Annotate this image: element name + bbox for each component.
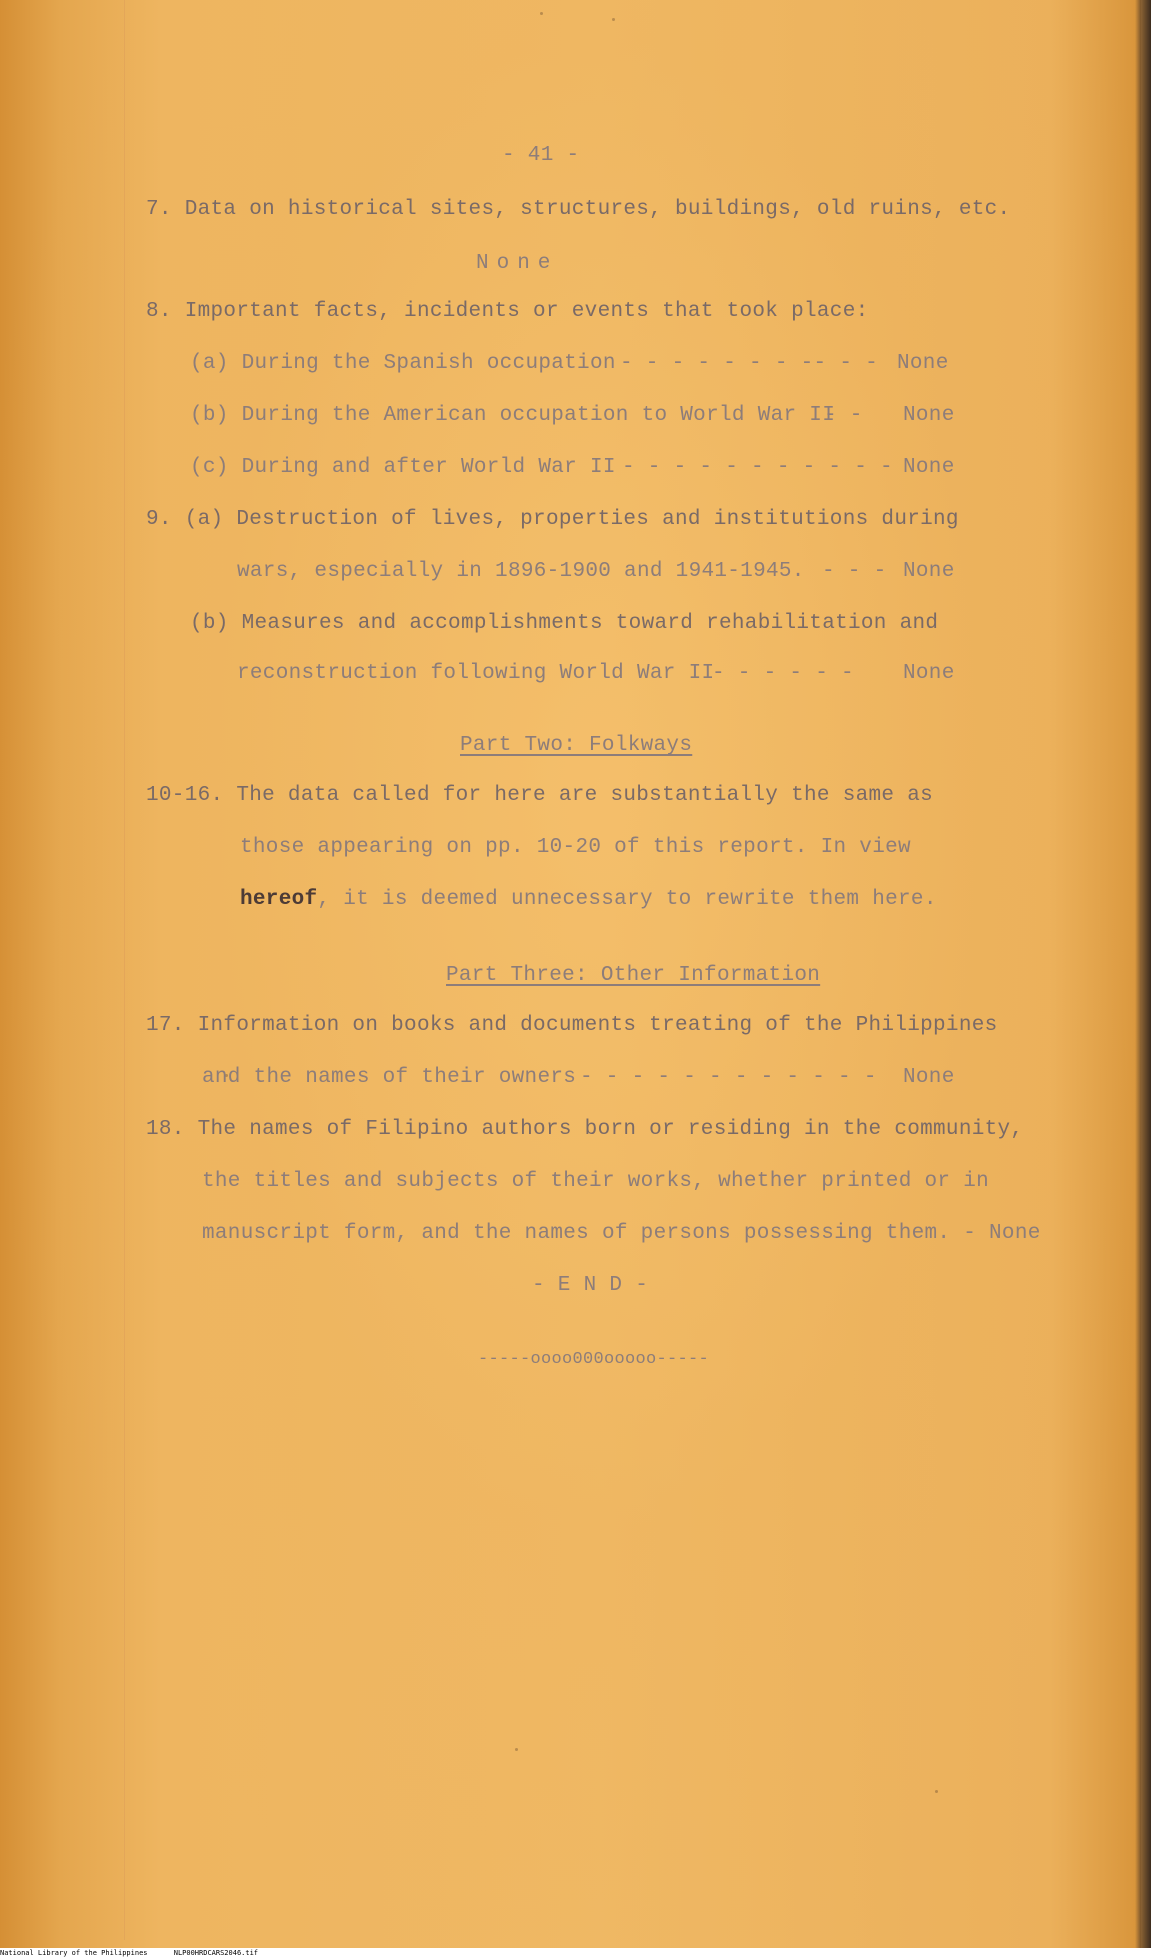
margin-line	[124, 0, 125, 1940]
item-9b-answer: None	[903, 662, 955, 685]
part-three-heading: Part Three: Other Information	[446, 964, 821, 987]
item-9b-line-2: reconstruction following World War II	[237, 662, 715, 685]
footer-filename: NLP00HRDCARS2046.tif	[173, 1949, 259, 1957]
item-8b-answer: None	[903, 404, 955, 427]
item-7-text: 7. Data on historical sites, structures, buildings, old ruins, etc.	[146, 198, 1011, 221]
item-8b-dashes: - -	[824, 404, 863, 427]
part-two-bold-word: hereof	[240, 888, 318, 911]
end-mark: - E N D -	[532, 1274, 649, 1297]
paper-speck	[540, 12, 543, 15]
item-8a-answer: None	[897, 352, 949, 375]
part-two-heading: Part Two: Folkways	[460, 734, 693, 757]
item-9b-line-1: (b) Measures and accomplishments toward rehabilitation and	[190, 612, 939, 635]
item-8c-dashes: - - - - - - - - - - -	[622, 456, 893, 479]
part-two-line-2: those appearing on pp. 10-20 of this report. In view	[240, 836, 911, 859]
footer-institution: National Library of the Philippines	[0, 1949, 148, 1957]
item-9b-dashes: - - - - - -	[712, 662, 854, 685]
item-9a-dashes: - - -	[822, 560, 887, 583]
item-17-line-1: 17. Information on books and documents treating of the Philippines	[146, 1014, 998, 1037]
item-8c-answer: None	[903, 456, 955, 479]
item-7-answer: None	[476, 252, 559, 275]
end-ornament: -----oooo000ooooo-----	[478, 1350, 710, 1369]
item-17-dashes: - - - - - - - - - - - -	[580, 1066, 877, 1089]
item-17-answer: None	[903, 1066, 955, 1089]
paper-speck	[935, 1790, 938, 1793]
item-8a-text: (a) During the Spanish occupation	[190, 352, 616, 375]
item-8c-text: (c) During and after World War II	[190, 456, 616, 479]
item-18-line-1: 18. The names of Filipino authors born or residing in the community,	[146, 1118, 1024, 1141]
item-8-text: 8. Important facts, incidents or events that took place:	[146, 300, 869, 323]
part-two-line-3	[240, 886, 937, 914]
item-17-line-2: and the names of their owners	[202, 1066, 577, 1089]
item-8a-dashes: - - - - - - - -- - -	[620, 352, 879, 375]
page-edge-shadow	[1141, 0, 1151, 1958]
scan-footer	[0, 1948, 1151, 1958]
item-9a-line-1: 9. (a) Destruction of lives, properties and institutions during	[146, 508, 959, 531]
item-9a-answer: None	[903, 560, 955, 583]
part-two-line-3-rest: , it is deemed unnecessary to rewrite them here.	[317, 888, 937, 911]
part-two-line-1: 10-16. The data called for here are substantially the same as	[146, 784, 934, 807]
item-18-line-3: manuscript form, and the names of persons possessing them. - None	[202, 1222, 1041, 1245]
item-18-line-2: the titles and subjects of their works, whether printed or in	[202, 1170, 990, 1193]
item-8b-text: (b) During the American occupation to World War II	[190, 404, 836, 427]
paper-speck	[515, 1748, 518, 1751]
page-number: - 41 -	[502, 144, 580, 167]
item-9a-line-2: wars, especially in 1896-1900 and 1941-1945.	[237, 560, 805, 583]
paper-speck	[612, 18, 615, 21]
